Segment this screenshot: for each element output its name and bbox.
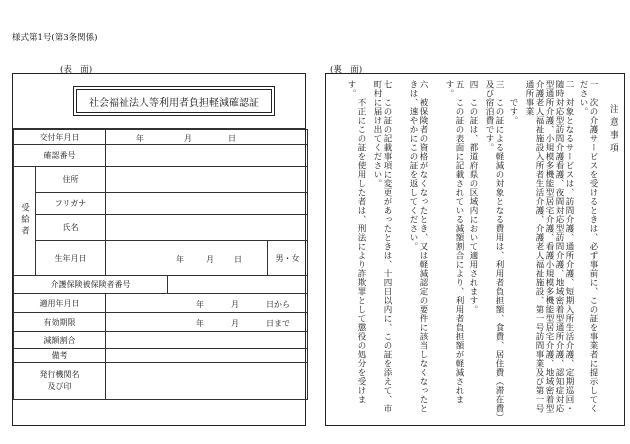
note-3: 三 この証による軽減の対象となる費用は、利用者負担額、食費、居住費（滞在費）及び宿泊費です。 <box>484 80 504 418</box>
address-value[interactable] <box>106 167 308 193</box>
birthdate-value[interactable] <box>106 241 268 276</box>
applicable-month: 月 <box>231 300 239 309</box>
front-face-label: (表 面) <box>60 65 93 75</box>
valid-period-value[interactable] <box>106 313 308 332</box>
form-number: 様式第1号(第3条関係) <box>12 33 98 43</box>
notes-title: 注意事項 <box>608 104 618 156</box>
recipient-label: 受給者 <box>14 167 36 276</box>
furigana-label: フリガナ <box>36 193 106 215</box>
issue-day: 日 <box>228 134 236 143</box>
row-birthdate <box>14 241 308 276</box>
front-table <box>13 129 308 400</box>
issuer-label: 発行機関名 及び印 <box>14 363 106 400</box>
certificate-title <box>73 86 275 116</box>
row-valid-period <box>14 313 308 332</box>
row-confirmation-no <box>14 145 308 167</box>
note-5: 五 この証の表面に記載されている減額割合により、利用者負担額が軽減されます。 <box>444 80 464 404</box>
furigana-value[interactable] <box>106 193 308 215</box>
note-4: 四 この証は、都道府県の区域内において適用されます。 <box>468 80 478 314</box>
remarks-value[interactable] <box>106 349 308 363</box>
applicable-date-label: 適用年月日 <box>14 294 106 313</box>
insured-no-value[interactable] <box>168 276 308 294</box>
note-1: 一 次の介護サービスを受けるときは、必ず事前に、この証を事業者に提示してください。 <box>578 80 598 413</box>
insured-no-label: 介護保険被保険者番号 <box>14 276 168 294</box>
row-insured-no <box>14 276 308 294</box>
certificate-title-text: 社会福祉法人等利用者負担軽減確認証 <box>89 97 259 109</box>
issue-date-label: 交付年月日 <box>14 130 106 145</box>
row-address <box>14 167 308 193</box>
note-2-cont: です。 <box>508 80 518 125</box>
title-area <box>13 74 305 129</box>
birth-month: 月 <box>206 255 214 264</box>
birthdate-label: 生年月日 <box>36 241 106 276</box>
address-label: 住所 <box>36 167 106 193</box>
valid-period-label: 有効期限 <box>14 313 106 332</box>
issue-year: 年 <box>136 134 144 143</box>
applicable-from: 日から <box>266 300 290 309</box>
note-8: 不正にこの証を使用した者は、刑法により詐欺罪として懲役の処分を受けます。 <box>346 80 366 404</box>
front-form <box>12 73 306 426</box>
row-reduction-rate <box>14 332 308 349</box>
name-value[interactable] <box>106 215 308 241</box>
row-name <box>14 215 308 241</box>
reduction-rate-value[interactable] <box>106 332 308 349</box>
confirmation-no-value[interactable] <box>106 145 308 167</box>
row-applicable-date <box>14 294 308 313</box>
gender-value[interactable]: 男・女 <box>268 241 308 276</box>
valid-year: 年 <box>196 319 204 328</box>
name-label: 氏名 <box>36 215 106 241</box>
back-notes <box>325 73 625 426</box>
reduction-rate-label: 減額割合 <box>14 332 106 349</box>
applicable-year: 年 <box>196 300 204 309</box>
note-6: 六 被保険者の資格がなくなったとき、又は軽減認定の要件に該当しなくなったときは、速やかにこの証を返してください。 <box>408 80 428 413</box>
confirmation-no-label: 確認番号 <box>14 145 106 167</box>
valid-until: 日まで <box>266 319 290 328</box>
valid-month: 月 <box>231 319 239 328</box>
birth-day: 日 <box>234 255 242 264</box>
row-issue-date <box>14 130 308 145</box>
issuer-value[interactable] <box>106 363 308 400</box>
remarks-label: 備考 <box>14 349 106 363</box>
applicable-date-value[interactable] <box>106 294 308 313</box>
issue-month: 月 <box>184 134 192 143</box>
note-7: 七 この証の記載事項に変更があったときは、十四日以内に、この証を添えて、市町村に届け出てください。 <box>372 80 392 413</box>
issue-date-value[interactable] <box>106 130 308 145</box>
birth-year: 年 <box>176 255 184 264</box>
back-face-label: (裏 面) <box>330 65 363 75</box>
row-remarks <box>14 349 308 363</box>
row-issuer <box>14 363 308 400</box>
note-2: 二 対象となるサービスは、訪問介護、通所介護、短期入所生活介護、定期巡回・随時対応型訪問介護看護、夜間対応型訪問介護、地域密着型通所介護、認知症対応型通所介護、小規模多機能型居宅介護、看護小規模多機能型居宅介護、地域密着型介護老人福祉施設入所者生活介護、介護老人福祉施設、第一号訪問事業及び第一号通所事業 <box>524 80 574 413</box>
row-furigana <box>14 193 308 215</box>
